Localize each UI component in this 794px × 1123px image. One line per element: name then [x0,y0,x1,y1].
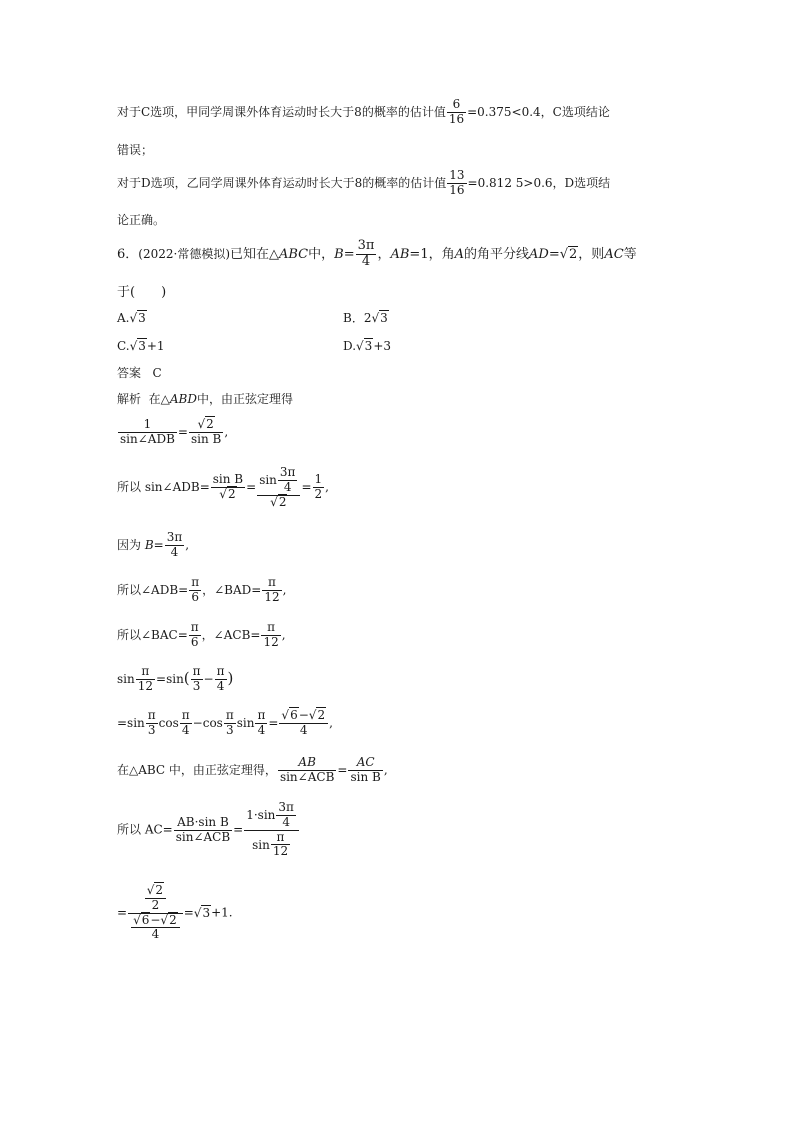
sqrt: √3 [371,311,388,325]
fraction: $\frac{13}{16}$ [449,168,465,197]
fraction: $\frac{3\pi}{4}$ [166,530,183,559]
d-option-text: 对于D选项，乙同学周课外体育运动时长大于8的概率的估计值 [117,175,447,190]
answer-value: C [152,366,162,380]
fraction: sin $\frac{3\pi}{4}$ √2 [257,466,300,509]
sqrt: √2 [559,246,578,262]
fraction: $\frac{AC}{\text{sin B}}$ [350,755,381,784]
d-option-cont: 论正确。 [117,213,166,227]
fraction: $\frac{1}{2}$ [314,472,323,502]
solution-step-10: = $\frac{\frac{√2}{2}}{\frac{√6-√2}{4}}$ =√3+1. [117,883,233,942]
c-option-cont: 错误； [117,143,154,157]
solution-step-5: 所以∠BAC= $\frac{\pi}{6}$ ，∠ACB= $\frac{\pi}{12}$ , [117,620,286,649]
fraction: 1 sin∠ADB [120,417,175,446]
answer-line [117,367,162,379]
fraction: 1·sin $\frac{3\pi}{4}$ sin $\frac{\pi}{12}$ [244,801,299,859]
solution-step-6: sin $\frac{\pi}{12}$ =sin( $\frac{\pi}{3}$ − $\frac{\pi}{4}$ ) [117,664,234,693]
solution-step-1: 1 sin∠ADB = $\frac{√2}{\text{sin B}}$ , [120,417,229,446]
option-c: C.√3+1 [117,339,165,353]
solution-label: 解析 [117,392,142,406]
solution-step-9: 所以 AC= AB·sin B sin∠ACB = 1·sin $\frac{3\pi}{4}$ sin $\frac{\pi}{12}$ [117,801,300,859]
fraction: AB sin∠ACB [279,755,335,784]
solution-step-7: =sin $\frac{\pi}{3}$ cos $\frac{\pi}{4}$ −cos $\frac{\pi}{3}$ sin $\frac{\pi}{4}$ = $\frac{√6-√2}{4}$ , [117,708,333,737]
sqrt: √3 [129,311,146,325]
option-d: D.√3+3 [343,339,392,353]
solution-step-4: 所以∠ADB= $\frac{\pi}{6}$ ，∠BAD= $\frac{\pi}{12}$ , [117,575,287,604]
sqrt: √3 [193,905,211,920]
fraction: $\frac{\pi}{3}$ [147,708,156,737]
c-option-rest: =0.375<0.4，C选项结论 [467,104,610,119]
solution-step-8: 在△ABC 中，由正弦定理得， AB sin∠ACB = $\frac{AC}{\text{sin B}}$ , [117,755,388,784]
fraction: $\frac{\pi}{4}$ [216,664,225,693]
fraction: AB·sin B sin∠ACB [175,814,231,844]
fraction: $\frac{\frac{√2}{2}}{\frac{√6-√2}{4}}$ [128,884,183,942]
fraction: $\frac{3\pi}{4}$ [357,238,375,269]
option-b: B．2√3 [343,311,388,325]
question-stem-cont: 于( ) [117,285,167,300]
c-option-text: 对于C选项，甲同学周课外体育运动时长大于8的概率的估计值 [117,104,446,119]
sqrt: √3 [356,339,373,353]
fraction: $\frac{\pi}{12}$ [137,664,154,693]
fraction: $\frac{6}{16}$ [448,97,465,126]
c-option-line [117,98,610,127]
fraction: $\frac{√2}{\text{sin B}}$ [190,417,222,446]
fraction: $\frac{\pi}{12}$ [264,575,280,604]
fraction: $\frac{\pi}{12}$ [263,620,279,649]
solution-intro: 解析 在△ABD中，由正弦定理得 [117,392,294,406]
fraction: $\frac{\pi}{4}$ [257,708,266,737]
d-option-rest: =0.812 5>0.6，D选项结 [467,175,611,190]
answer-label: 答案 [117,366,142,380]
fraction: $\frac{\text{sin B}}{√2}$ [212,472,244,502]
fraction: $\frac{\pi}{3}$ [225,708,234,737]
question-source: (2022·常德模拟) [138,246,230,261]
d-option-line [117,169,610,198]
solution-step-3: 因为 B= $\frac{3\pi}{4}$ , [117,530,190,559]
fraction: $\frac{\pi}{3}$ [192,664,201,693]
fraction: $\frac{\pi}{6}$ [191,575,200,604]
fraction: $\frac{\pi}{6}$ [190,620,199,649]
option-a: A.√3 [117,311,146,325]
fraction: $\frac{√6-√2}{4}$ [279,709,328,738]
question-number: 6． [117,246,139,262]
question-stem: 6．(2022·常德模拟)已知在△ABC中，B= $\frac{3\pi}{4}$ ，AB=1，角A的角平分线AD=√2，则AC等 [117,238,637,269]
fraction: $\frac{\pi}{4}$ [181,708,190,737]
solution-step-2: 所以 sin∠ADB= $\frac{\text{sin B}}{√2}$ = sin $\frac{3\pi}{4}$ √2 = $\frac{1}{2}$ , [117,465,329,509]
sqrt: √3 [129,339,146,353]
